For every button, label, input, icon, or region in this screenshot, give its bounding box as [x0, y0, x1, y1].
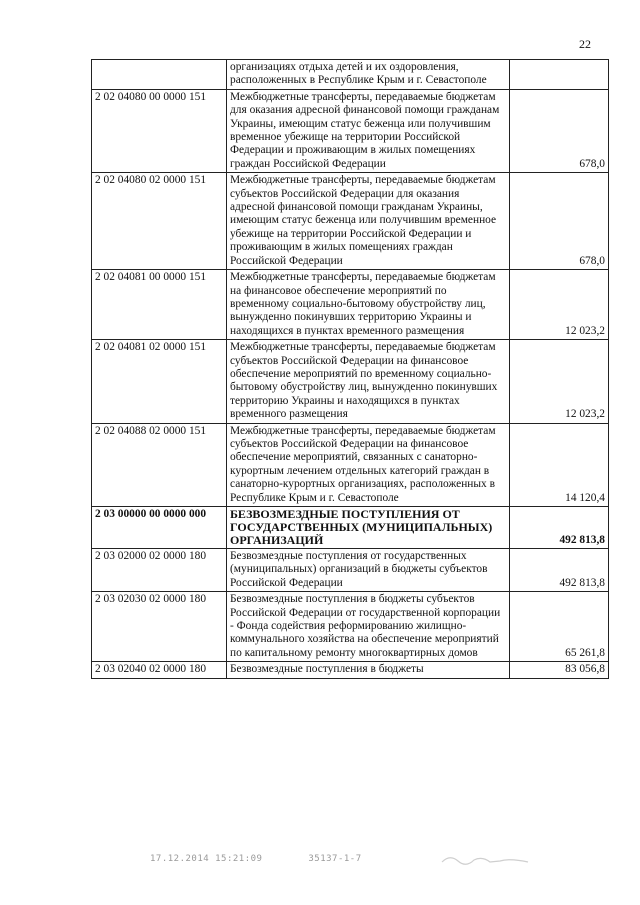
row-code: 2 02 04088 02 0000 151 [92, 423, 227, 506]
row-amount: 12 023,2 [510, 270, 609, 340]
row-code: 2 02 04080 00 0000 151 [92, 89, 227, 172]
row-name: организациях отдыха детей и их оздоровления, расположенных в Республике Крым и г. Севастополе [227, 60, 510, 90]
table-row [92, 60, 609, 90]
table-row [92, 340, 609, 423]
row-name: Межбюджетные трансферты, передаваемые бюджетам субъектов Российской Федерации на финансовое обеспечение мероприятий по временному социально-бытовому обустройству лиц, вынужденно покинувших территорию Украины и находящихся в пунктах временного размещения [227, 340, 510, 423]
row-amount [510, 60, 609, 90]
table-row [92, 662, 609, 678]
budget-table [91, 59, 609, 679]
page-number: 22 [579, 37, 591, 51]
row-code: 2 02 04080 02 0000 151 [92, 173, 227, 270]
row-code: 2 03 02040 02 0000 180 [92, 662, 227, 678]
table-row [92, 549, 609, 592]
row-code: 2 03 02030 02 0000 180 [92, 592, 227, 662]
row-amount: 492 813,8 [510, 549, 609, 592]
footer-stamp-text [150, 854, 402, 864]
row-name: БЕЗВОЗМЕЗДНЫЕ ПОСТУПЛЕНИЯ ОТ ГОСУДАРСТВЕННЫХ (МУНИЦИПАЛЬНЫХ) ОРГАНИЗАЦИЙ [227, 507, 510, 549]
row-name: Межбюджетные трансферты, передаваемые бюджетам субъектов Российской Федерации для оказания адресной финансовой помощи гражданам Украины, имеющим статус беженца или получившим временное убежище на территории Российской Федерации и проживающим в жилых помещениях граждан Российской Федерации [227, 173, 510, 270]
row-code: 2 02 04081 02 0000 151 [92, 340, 227, 423]
row-amount: 14 120,4 [510, 423, 609, 506]
footer-doc-id: 35137-1-7 [308, 854, 362, 864]
row-amount: 678,0 [510, 89, 609, 172]
row-amount: 678,0 [510, 173, 609, 270]
row-code: 2 03 02000 02 0000 180 [92, 549, 227, 592]
row-code [92, 60, 227, 90]
row-amount: 12 023,2 [510, 340, 609, 423]
table-row [92, 89, 609, 172]
table-row [92, 507, 609, 549]
row-name: Безвозмездные поступления от государственных (муниципальных) организаций в бюджеты субъектов Российской Федерации [227, 549, 510, 592]
row-amount: 492 813,8 [510, 507, 609, 549]
row-code: 2 02 04081 00 0000 151 [92, 270, 227, 340]
row-name: Межбюджетные трансферты, передаваемые бюджетам для оказания адресной финансовой помощи гражданам Украины, имеющим статус беженца или получившим временное убежище на территории Российской Федерации и проживающим в жилых помещениях граждан Российской Федерации [227, 89, 510, 172]
faint-signature-mark [440, 852, 530, 866]
row-name: Безвозмездные поступления в бюджеты субъектов Российской Федерации от государственной корпорации - Фонда содействия реформированию жилищно-коммунального хозяйства на обеспечение мероприятий по капитальному ремонту многоквартирных домов [227, 592, 510, 662]
table-row [92, 592, 609, 662]
table-row [92, 173, 609, 270]
budget-table-body [92, 60, 609, 679]
row-name: Межбюджетные трансферты, передаваемые бюджетам на финансовое обеспечение мероприятий по временному социально-бытовому обустройству лиц, вынужденно покинувших территорию Украины и находящихся в пунктах временного размещения [227, 270, 510, 340]
row-amount: 65 261,8 [510, 592, 609, 662]
row-amount: 83 056,8 [510, 662, 609, 678]
footer-timestamp: 17.12.2014 15:21:09 [150, 854, 263, 864]
table-row [92, 270, 609, 340]
row-code: 2 03 00000 00 0000 000 [92, 507, 227, 549]
table-row [92, 423, 609, 506]
row-name: Межбюджетные трансферты, передаваемые бюджетам субъектов Российской Федерации на финансовое обеспечение мероприятий, связанных с санаторно-курортным лечением отдельных категорий граждан в санаторно-курортных организациях, расположенных в Республике Крым и г. Севастополе [227, 423, 510, 506]
row-name: Безвозмездные поступления в бюджеты [227, 662, 510, 678]
